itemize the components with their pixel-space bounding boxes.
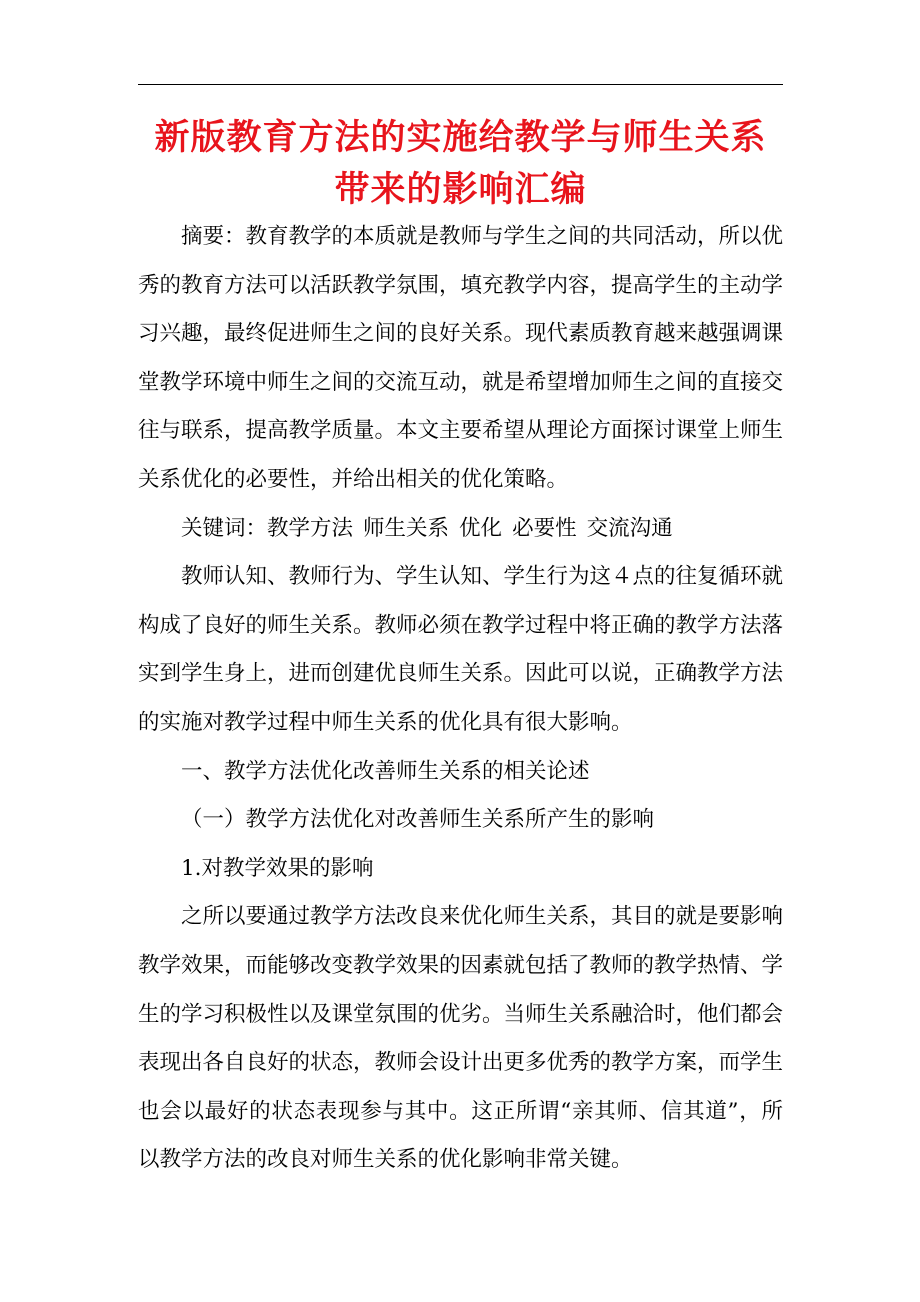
keyword: 教学方法 bbox=[267, 515, 354, 541]
keyword: 交流沟通 bbox=[586, 515, 673, 541]
keywords-label: 关键词： bbox=[181, 515, 268, 541]
keyword: 必要性 bbox=[512, 515, 577, 541]
document-body bbox=[138, 213, 783, 1185]
subsection-heading: （一）教学方法优化对改善师生关系所产生的影响 bbox=[181, 807, 655, 833]
intro-paragraph: 教师认知、教师行为、学生认知、学生行为这４点的往复循环就构成了良好的师生关系。教师必须在教学过程中将正确的教学方法落实到学生身上，进而创建优良师生关系。因此可以说，正确教学方法的实施对教学过程中师生关系的优化具有很大影响。 bbox=[138, 564, 784, 735]
header-rule bbox=[138, 84, 783, 85]
point-heading: 1.对教学效果的影响 bbox=[181, 855, 374, 881]
point-body-paragraph: 之所以要通过教学方法改良来优化师生关系，其目的就是要影响教学效果，而能够改变教学效果的因素就包括了教师的教学热情、学生的学习积极性以及课堂氛围的优劣。当师生关系融洽时，他们都会表现出各自良好的状态，教师会设计出更多优秀的教学方案，而学生也会以最好的状态表现参与其中。这正所谓“亲其师、信其道”，所以教学方法的改良对师生关系的优化影响非常关键。 bbox=[138, 904, 784, 1173]
section-heading: 一、教学方法优化改善师生关系的相关论述 bbox=[181, 758, 590, 784]
document-title: 新版教育方法的实施给教学与师生关系带来的影响汇编 bbox=[154, 117, 767, 210]
keyword: 师生关系 bbox=[363, 515, 450, 541]
keyword: 优化 bbox=[459, 515, 503, 541]
keywords-paragraph bbox=[138, 505, 783, 554]
abstract-paragraph: 摘要：教育教学的本质就是教师与学生之间的共同活动，所以优秀的教育方法可以活跃教学氛围，填充教学内容，提高学生的主动学习兴趣，最终促进师生之间的良好关系。现代素质教育越来越强调课堂教学环境中师生之间的交流互动，就是希望增加师生之间的直接交往与联系，提高教学质量。本文主要希望从理论方面探讨课堂上师生关系优化的必要性，并给出相关的优化策略。 bbox=[138, 224, 784, 492]
